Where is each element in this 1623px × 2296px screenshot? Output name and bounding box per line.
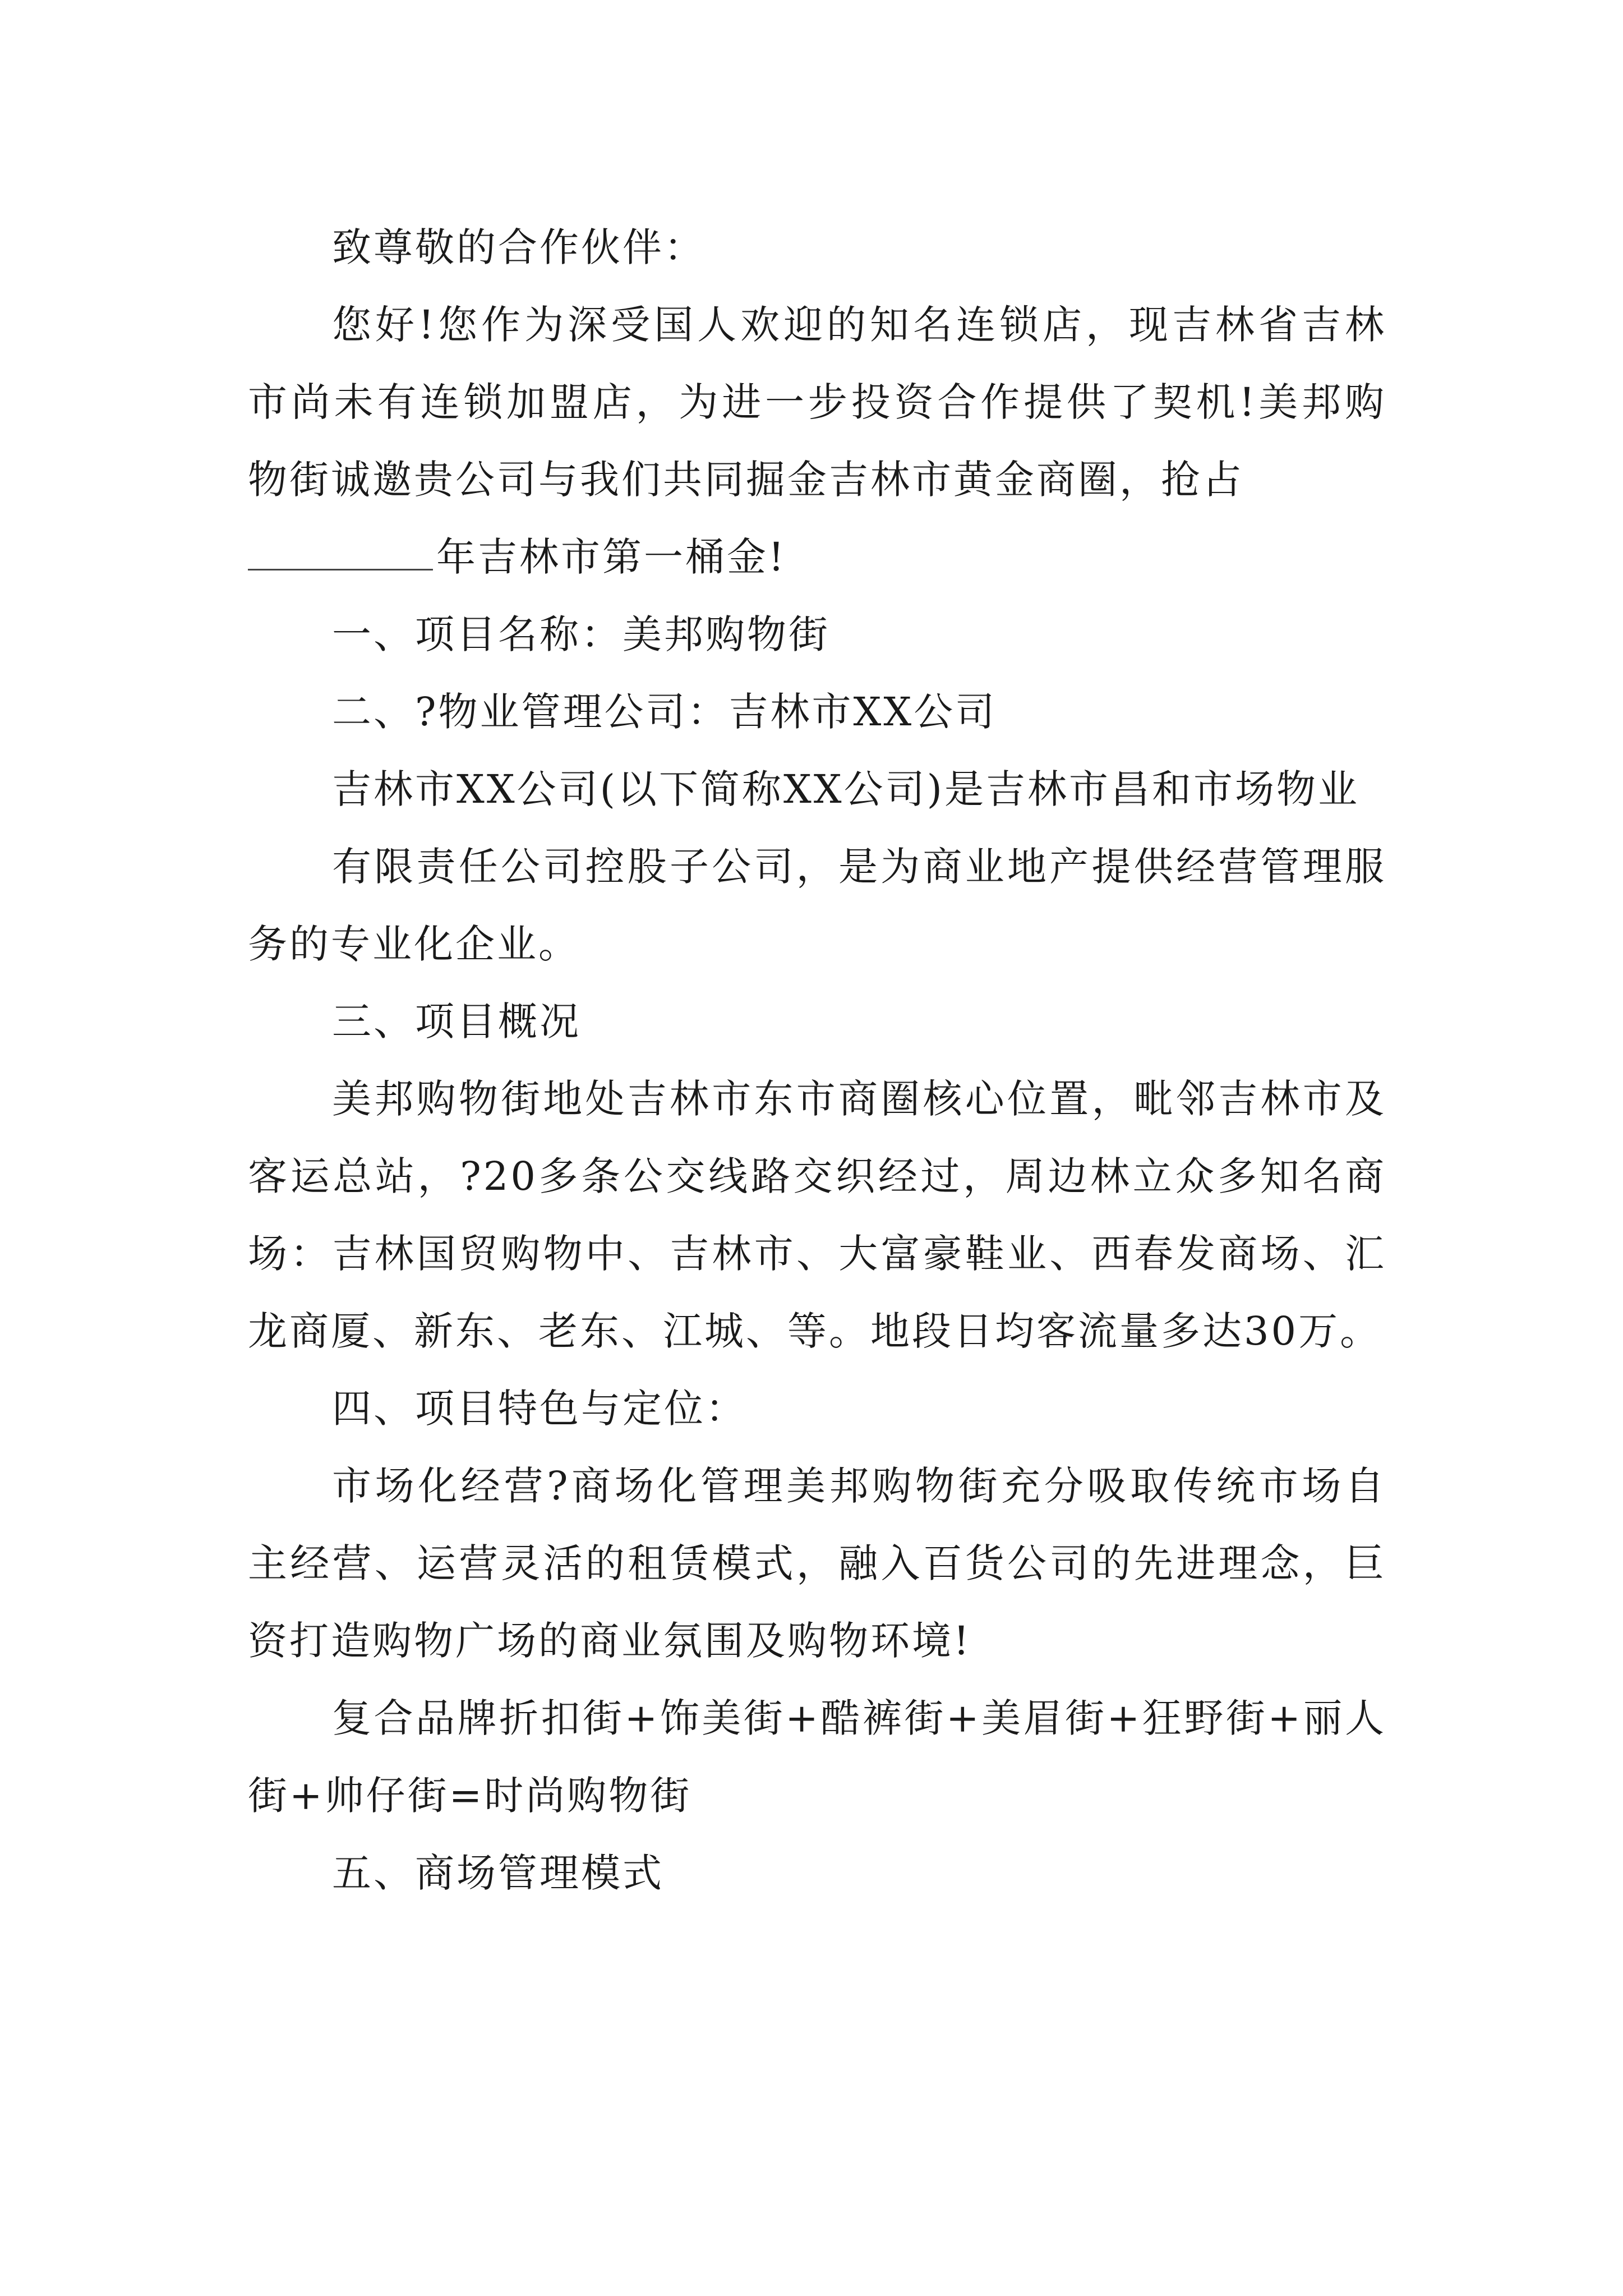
intro-paragraph (248, 286, 1386, 518)
year-blank-line (248, 530, 433, 570)
intro-paragraph-continued (248, 518, 1386, 596)
section-heading-3: 三、项目概况 (332, 999, 581, 1045)
greeting: 致尊敬的合作伙伴： (332, 224, 706, 270)
section-4-paragraph-2: 复合品牌折扣街+饰美街+酷裤街+美眉街+狂野街+丽人街+帅仔街=时尚购物街 (248, 1695, 1386, 1819)
section-4-paragraph-1: 市场化经营?商场化管理美邦购物街充分吸取传统市场自主经营、运营灵活的租赁模式，融入百货公司的先进理念，巨资打造购物广场的商业氛围及购物环境! (248, 1463, 1386, 1664)
section-2-paragraph-1: 吉林市XX公司(以下简称XX公司)是吉林市昌和市场物业 (332, 766, 1359, 812)
section-heading-2: 二、?物业管理公司：吉林市XX公司 (332, 689, 997, 735)
intro-text-end: 年吉林市第一桶金! (436, 534, 787, 580)
section-heading-4: 四、项目特色与定位： (332, 1386, 747, 1432)
document-body (248, 209, 1386, 1912)
intro-text: 您好!您作为深受国人欢迎的知名连锁店，现吉林省吉林市尚未有连锁加盟店，为进一步投资合作提供了契机!美邦购物街诚邀贵公司与我们共同掘金吉林市黄金商圈，抢占 (248, 302, 1386, 503)
section-2-paragraph-2: 有限责任公司控股子公司，是为商业地产提供经营管理服务的专业化企业。 (248, 844, 1386, 967)
section-heading-5: 五、商场管理模式 (332, 1850, 664, 1896)
section-3-paragraph: 美邦购物街地处吉林市东市商圈核心位置，毗邻吉林市及客运总站，?20多条公交线路交织经过，周边林立众多知名商场：吉林国贸购物中、吉林市、大富豪鞋业、西春发商场、汇龙商厦、新东、老东、江城、等。地段日均客流量多达30万。 (248, 1076, 1386, 1354)
section-heading-1: 一、项目名称：美邦购物街 (332, 611, 830, 657)
